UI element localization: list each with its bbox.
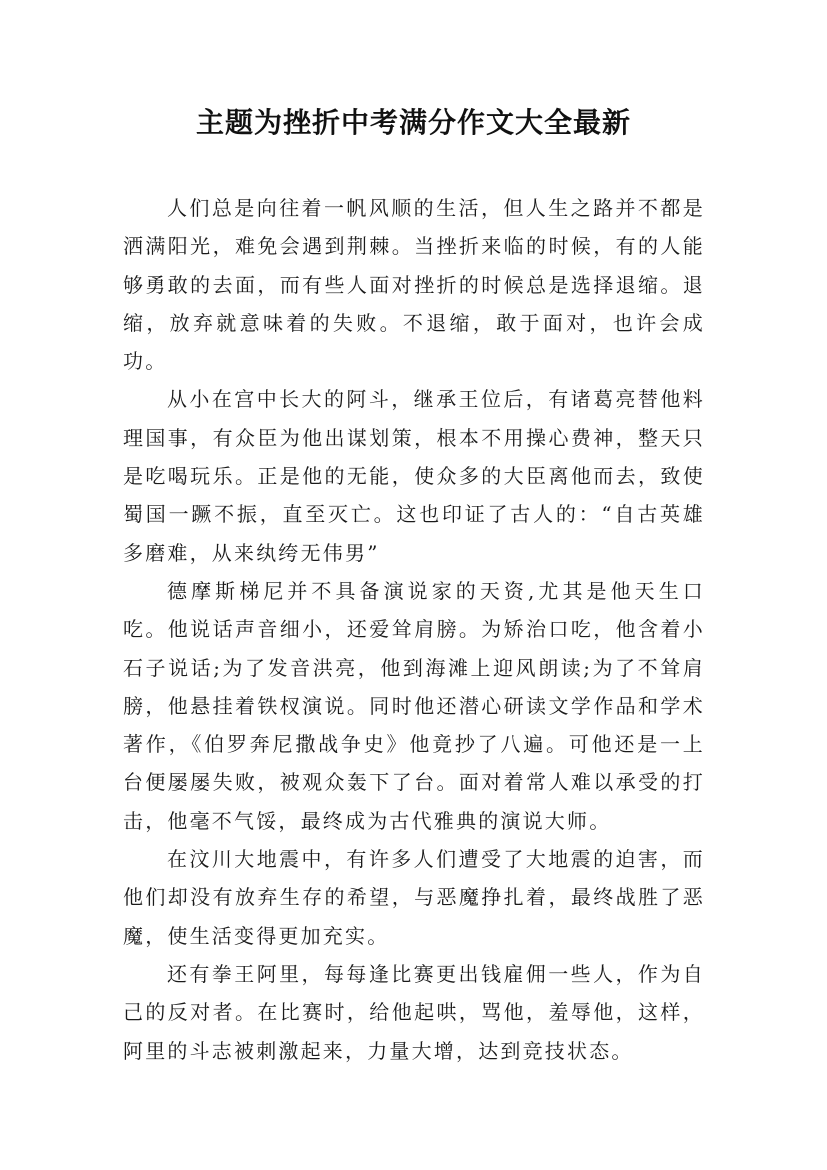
paragraph-3: 德摩斯梯尼并不具备演说家的天资,尤其是他天生口吃。他说话声音细小，还爱耸肩膀。为矫治口吃，他含着小石子说话;为了发音洪亮，他到海滩上迎风朗读;为了不耸肩膀，他悬挂着铁杈演说。同时他还潜心研读文学作品和学术著作，《伯罗奔尼撒战争史》他竟抄了八遍。可他还是一上台便屡屡失败，被观众轰下了台。面对着常人难以承受的打击，他毫不气馁，最终成为古代雅典的演说大师。 — [123, 578, 705, 833]
paragraph-1: 人们总是向往着一帆风顺的生活，但人生之路并不都是洒满阳光，难免会遇到荆棘。当挫折来临的时候，有的人能够勇敢的去面，而有些人面对挫折的时候总是选择退缩。退缩，放弃就意味着的失败。不退缩，敢于面对，也许会成功。 — [123, 196, 705, 374]
document-title: 主题为挫折中考满分作文大全最新 — [195, 106, 631, 139]
paragraph-2: 从小在宫中长大的阿斗，继承王位后，有诸葛亮替他料理国事，有众臣为他出谋划策，根本不用操心费神，整天只是吃喝玩乐。正是他的无能，使众多的大臣离他而去，致使蜀国一蹶不振，直至灭亡。这也印证了古人的：“自古英雄多磨难，从来纨绔无伟男” — [123, 387, 705, 565]
document-body — [123, 189, 705, 1070]
paragraph-5: 还有拳王阿里，每每逢比赛更出钱雇佣一些人，作为自己的反对者。在比赛时，给他起哄，骂他，羞辱他，这样，阿里的斗志被刺激起来，力量大增，达到竞技状态。 — [123, 961, 705, 1063]
paragraph-4: 在汶川大地震中，有许多人们遭受了大地震的迫害，而他们却没有放弃生存的希望，与恶魔挣扎着，最终战胜了恶魔，使生活变得更加充实。 — [123, 847, 705, 948]
